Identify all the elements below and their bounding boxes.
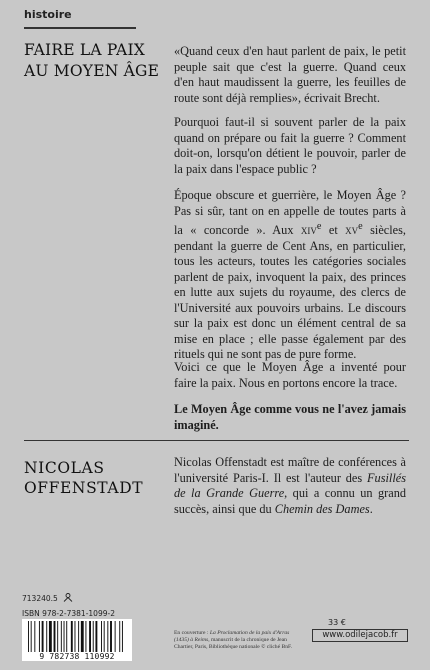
cover-credit-work: La Proclamation de la paix d'Arras (1435) à Reims bbox=[174, 630, 290, 643]
barcode-bar bbox=[89, 621, 91, 653]
collection-label: histoire bbox=[24, 8, 72, 21]
barcode-bar bbox=[31, 621, 32, 653]
author-last-name: OFFENSTADT bbox=[24, 479, 144, 497]
bio-book-title-2: Chemin des Dames bbox=[274, 501, 370, 516]
top-divider bbox=[24, 27, 136, 29]
century-suffix-1: e bbox=[316, 221, 322, 232]
book-title bbox=[24, 40, 164, 82]
barcode-bar bbox=[71, 621, 73, 653]
century-15: xv bbox=[345, 223, 359, 238]
barcode-bar bbox=[119, 621, 120, 653]
brecht-quote-text: «Quand ceux d'en haut parlent de paix, le petit peuple sait que c'est la guerre. Quand ceux d'en haut maudissent la guerre, les feuilles de route sont déjà remplies», écrivait Brecht. bbox=[174, 44, 406, 105]
brecht-quote bbox=[174, 44, 406, 106]
bio-end: . bbox=[369, 501, 373, 516]
publisher-url: www.odilejacob.fr bbox=[312, 629, 408, 642]
barcode-bar bbox=[81, 621, 84, 653]
middle-ages-text-and: et bbox=[321, 223, 346, 238]
barcode-bar bbox=[64, 621, 65, 653]
middle-ages-paragraph bbox=[174, 188, 406, 363]
barcode-bar bbox=[61, 621, 62, 653]
barcode-bar bbox=[115, 621, 116, 653]
publisher-logo-icon bbox=[63, 593, 73, 602]
barcode-bar bbox=[101, 621, 102, 653]
question-text: Pourquoi faut-il si souvent parler de la paix quand on prépare ou fait la guerre ? Comment doit-on, lorsqu'on détient le pouvoir, parler de la paix dans l'espace public ? bbox=[174, 115, 406, 176]
barcode-bar bbox=[34, 621, 35, 653]
book-title-line-1: FAIRE LA PAIX bbox=[24, 41, 146, 59]
tagline bbox=[174, 402, 406, 433]
barcode-bar bbox=[104, 621, 105, 653]
barcode-bar bbox=[39, 621, 40, 653]
barcode-bar bbox=[46, 621, 47, 653]
barcode-bar bbox=[122, 621, 123, 653]
isbn: ISBN 978-2-7381-1099-2 bbox=[22, 609, 115, 618]
century-suffix-2: e bbox=[358, 221, 363, 232]
barcode-bar bbox=[95, 621, 97, 653]
barcode-bar bbox=[107, 621, 108, 653]
author-first-name: NICOLAS bbox=[24, 459, 105, 477]
bio-start: Nicolas Offenstadt est maître de conférences à l'université Paris-I. Il est l'auteur des bbox=[174, 455, 406, 485]
author-bio-text bbox=[174, 455, 406, 517]
middle-ages-text-start: Époque obscure et guerrière, le Moyen Âge ? Pas si sûr, tant on en appelle de toutes parts à la « concorde ». Aux bbox=[174, 188, 406, 238]
barcode-bar bbox=[28, 621, 29, 653]
section-divider bbox=[24, 440, 409, 441]
barcode-bar bbox=[57, 621, 58, 653]
barcode-bar bbox=[66, 621, 67, 653]
barcode-bar bbox=[93, 621, 94, 653]
barcode-bar bbox=[49, 621, 52, 653]
cover-credit bbox=[174, 630, 304, 651]
author-name bbox=[24, 458, 164, 498]
book-title-line-2: AU MOYEN ÂGE bbox=[24, 62, 160, 80]
middle-ages-text bbox=[174, 188, 406, 363]
invention-paragraph bbox=[174, 360, 406, 391]
bio-book-title-1: Fusillés de la Grande Guerre bbox=[174, 470, 406, 500]
invention-text: Voici ce que le Moyen Âge a inventé pour faire la paix. Nous en portons encore la trace. bbox=[174, 360, 406, 390]
century-14: xiv bbox=[300, 223, 317, 238]
barcode-digits: 9 782738 110992 bbox=[22, 652, 132, 661]
bio-middle: , qui a connu un grand succès, ainsi que du bbox=[174, 486, 406, 516]
cover-credit-label: En couverture : bbox=[174, 630, 209, 636]
tagline-text: Le Moyen Âge comme vous ne l'avez jamais imaginé. bbox=[174, 402, 406, 432]
question-paragraph bbox=[174, 115, 406, 177]
barcode-bar bbox=[54, 621, 56, 653]
barcode-bar bbox=[110, 621, 112, 653]
cover-credit-rest: , manuscrit de la chronique de Jean Chartier, Paris, Bibliothèque nationale © cliché BnF. bbox=[174, 637, 293, 650]
product-code: 713240.5 bbox=[22, 594, 58, 603]
middle-ages-text-end: siècles, pendant la guerre de Cent Ans, en particulier, tous les acteurs, toutes les catégories sociales parlent de paix, invoquent la paix, des princes en lutte aux sujets du royaume, des clercs de l'Université aux pouvoirs urbains. Le discours sur la paix est donc un élément central de sa mise en place ; elle passe également par des rituels qui ne sont pas de pure forme. bbox=[174, 223, 406, 362]
barcode bbox=[22, 619, 132, 653]
product-code-row bbox=[22, 593, 73, 603]
price: 33 € bbox=[328, 618, 346, 627]
barcode-bar bbox=[78, 621, 79, 653]
author-bio bbox=[174, 455, 406, 517]
barcode-bar bbox=[85, 621, 86, 653]
barcode-bar bbox=[75, 621, 76, 653]
barcode-bar bbox=[42, 621, 44, 653]
